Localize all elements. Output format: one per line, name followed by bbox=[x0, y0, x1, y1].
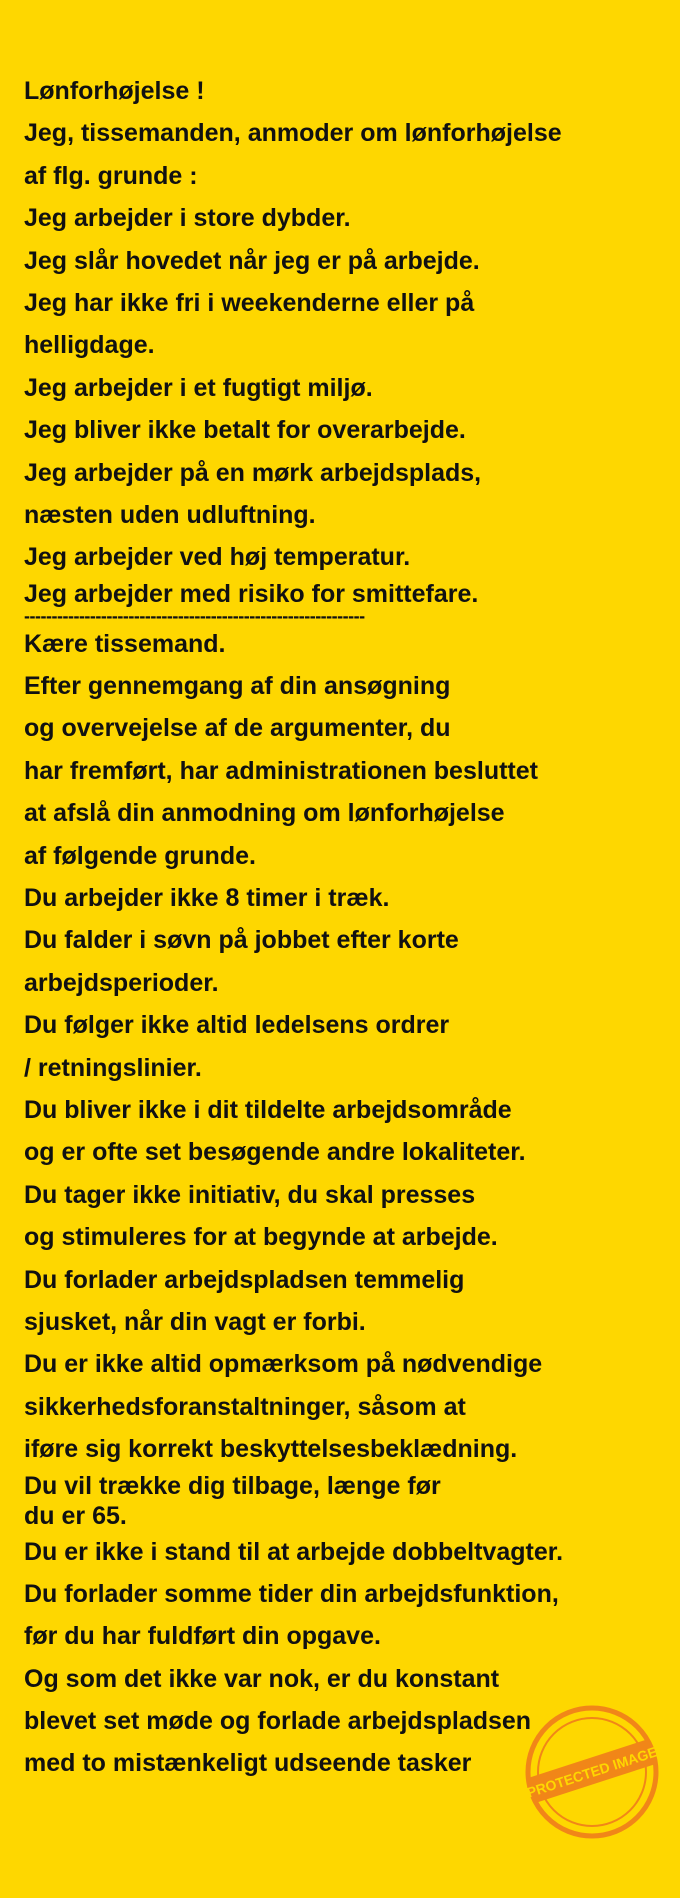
reply-line: og er ofte set besøgende andre lokaliteter. bbox=[24, 1138, 526, 1167]
request-line: Jeg arbejder ved høj temperatur. bbox=[24, 543, 411, 572]
divider: -------------------------------------------------------------- bbox=[24, 608, 365, 623]
reply-line: iføre sig korrekt beskyttelsesbeklædning. bbox=[24, 1435, 518, 1464]
stamp-text: PROTECTED IMAGE bbox=[524, 1743, 660, 1801]
reply-line: sjusket, når din vagt er forbi. bbox=[24, 1307, 366, 1336]
request-line: Jeg, tissemanden, anmoder om lønforhøjelse bbox=[24, 119, 562, 148]
reply-line: Du falder i søvn på jobbet efter korte bbox=[24, 926, 459, 955]
request-line: Jeg slår hovedet når jeg er på arbejde. bbox=[24, 246, 480, 275]
protected-image-stamp bbox=[522, 1702, 662, 1842]
reply-line: og stimuleres for at begynde at arbejde. bbox=[24, 1223, 498, 1252]
reply-line: blevet set møde og forlade arbejdspladsen bbox=[24, 1707, 532, 1736]
reply-line: Kære tissemand. bbox=[24, 629, 226, 658]
letter-text bbox=[24, 70, 664, 1785]
reply-line: Du forlader arbejdspladsen temmelig bbox=[24, 1265, 465, 1294]
reply-line: Du følger ikke altid ledelsens ordrer bbox=[24, 1011, 450, 1040]
request-line: næsten uden udluftning. bbox=[24, 500, 316, 529]
request-line: Jeg har ikke fri i weekenderne eller på bbox=[24, 288, 475, 317]
reply-line: Du er ikke i stand til at arbejde dobbeltvagter. bbox=[24, 1537, 564, 1566]
reply-line: af følgende grunde. bbox=[24, 841, 256, 870]
reply-line: med to mistænkeligt udseende tasker bbox=[24, 1749, 472, 1778]
request-line: Jeg arbejder i store dybder. bbox=[24, 204, 351, 233]
reply-line: / retningslinier. bbox=[24, 1053, 202, 1082]
reply-line: og overvejelse af de argumenter, du bbox=[24, 714, 451, 743]
reply-line: har fremført, har administrationen besluttet bbox=[24, 756, 538, 785]
reply-line: Du er ikke altid opmærksom på nødvendige bbox=[24, 1350, 543, 1379]
request-line: helligdage. bbox=[24, 331, 155, 360]
letter-title: Lønforhøjelse ! bbox=[24, 77, 205, 105]
reply-line: arbejdsperioder. bbox=[24, 968, 219, 997]
stamp-icon bbox=[522, 1702, 662, 1842]
reply-line: Du vil trække dig tilbage, længe før bbox=[24, 1471, 441, 1500]
reply-line: Efter gennemgang af din ansøgning bbox=[24, 672, 451, 701]
request-line: Jeg arbejder med risiko for smittefare. bbox=[24, 579, 479, 608]
reply-line: Du forlader somme tider din arbejdsfunktion, bbox=[24, 1579, 559, 1608]
reply-line: at afslå din anmodning om lønforhøjelse bbox=[24, 799, 505, 828]
reply-line: du er 65. bbox=[24, 1501, 127, 1530]
reply-line: Du tager ikke initiativ, du skal presses bbox=[24, 1180, 476, 1209]
request-line: Jeg arbejder i et fugtigt miljø. bbox=[24, 373, 373, 402]
reply-line: sikkerhedsforanstaltninger, såsom at bbox=[24, 1392, 466, 1421]
request-line: Jeg arbejder på en mørk arbejdsplads, bbox=[24, 458, 482, 487]
reply-line: Du arbejder ikke 8 timer i træk. bbox=[24, 884, 390, 913]
request-line: af flg. grunde : bbox=[24, 161, 198, 190]
reply-line: Og som det ikke var nok, er du konstant bbox=[24, 1664, 500, 1693]
reply-line: før du har fuldført din opgave. bbox=[24, 1622, 381, 1651]
reply-line: Du bliver ikke i dit tildelte arbejdsområde bbox=[24, 1095, 512, 1124]
request-line: Jeg bliver ikke betalt for overarbejde. bbox=[24, 416, 466, 445]
